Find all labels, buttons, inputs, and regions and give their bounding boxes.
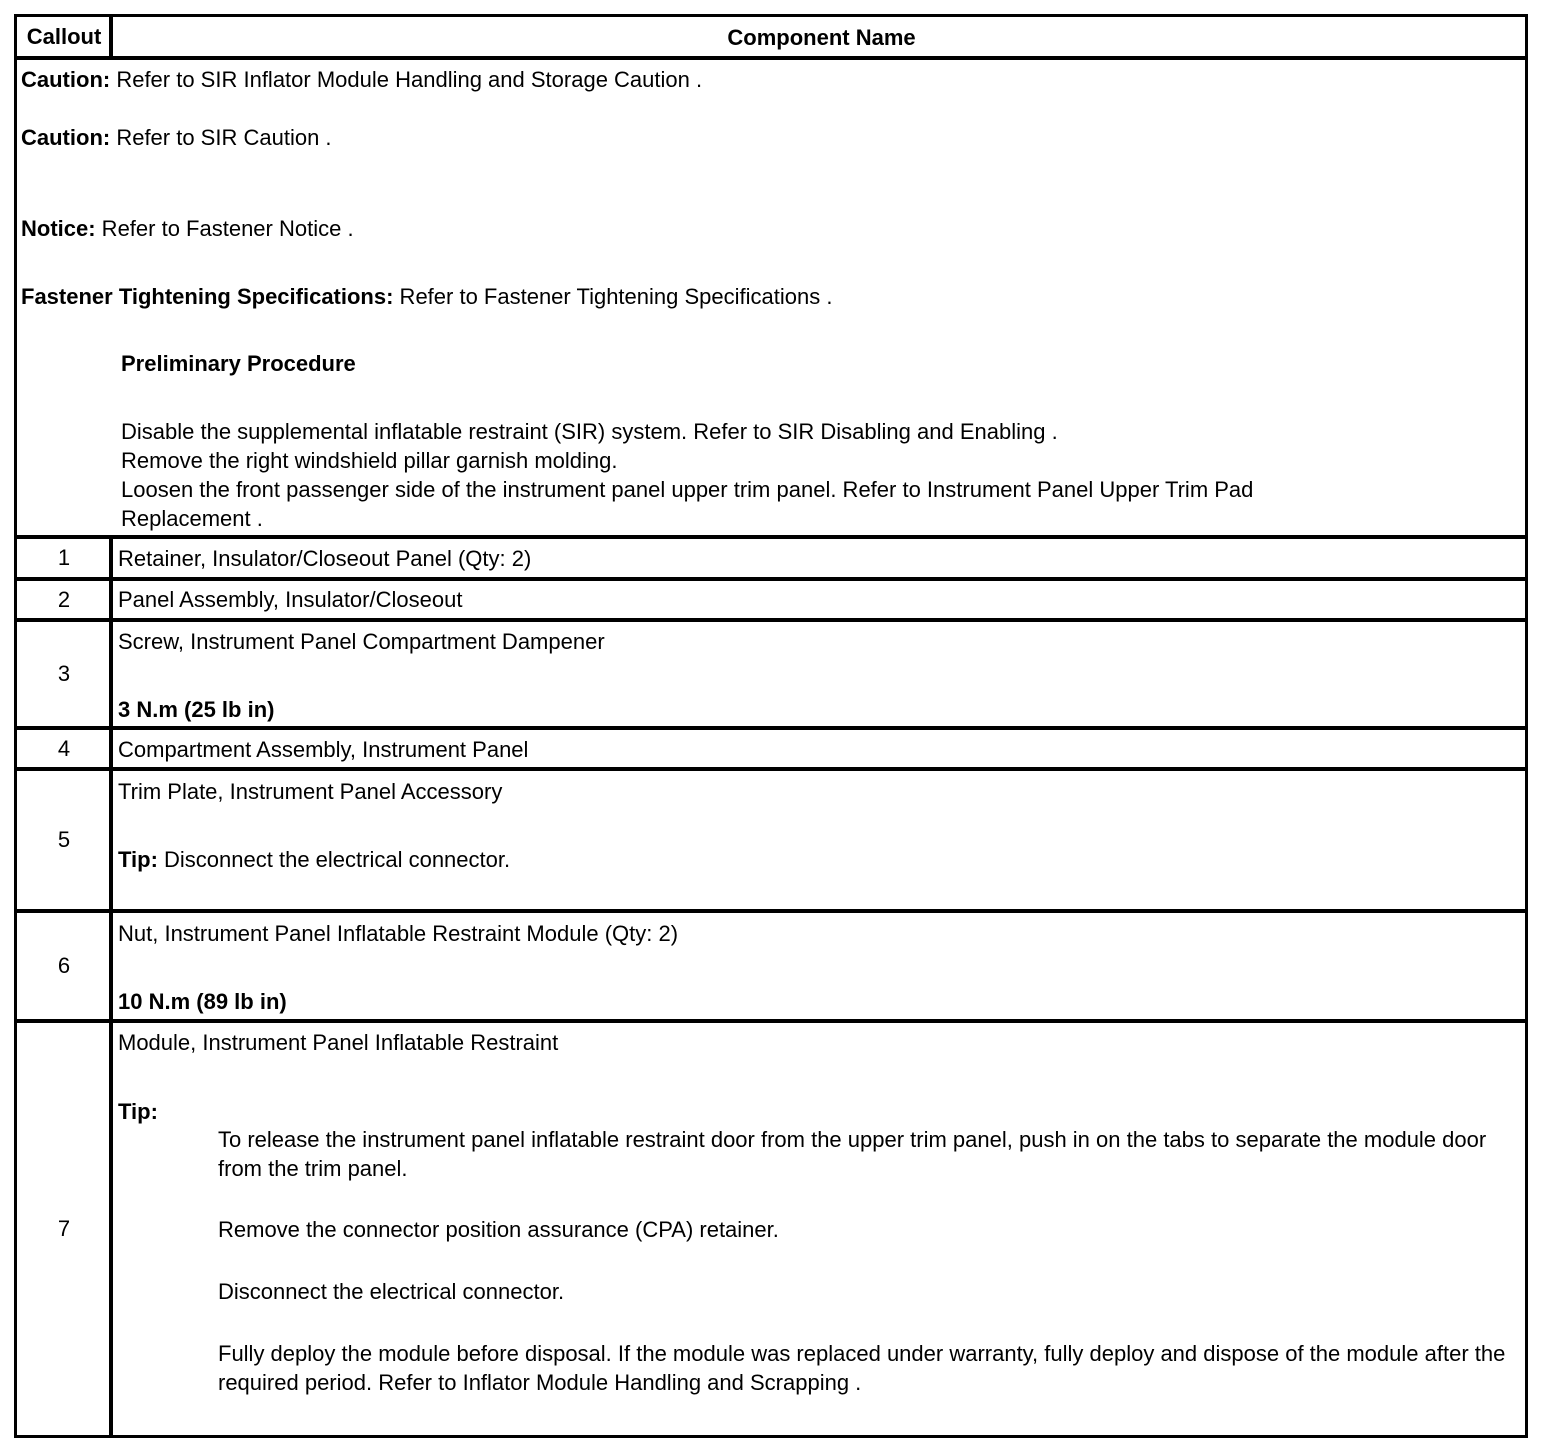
callout-number: 3	[57, 661, 71, 686]
component-name: Compartment Assembly, Instrument Panel	[118, 737, 529, 762]
component-name: Nut, Instrument Panel Inflatable Restraint Module (Qty: 2)	[118, 921, 679, 946]
fastener-spec: Fastener Tightening Specifications: Refer to Fastener Tightening Specifications .	[21, 284, 833, 309]
preliminary-step-3a: Loosen the front passenger side of the instrument panel upper trim panel. Refer to Instrument Panel Upper Trim Pad	[121, 477, 1254, 502]
header-component-name: Component Name	[727, 25, 916, 50]
torque-spec: 10 N.m (89 lb in)	[118, 989, 287, 1014]
callout-number: 2	[57, 587, 71, 612]
component-name: Panel Assembly, Insulator/Closeout	[118, 587, 463, 612]
preliminary-step-1: Disable the supplemental inflatable restraint (SIR) system. Refer to SIR Disabling and Enabling .	[121, 419, 1058, 444]
preliminary-title: Preliminary Procedure	[121, 351, 356, 376]
component-name: Module, Instrument Panel Inflatable Restraint	[118, 1030, 559, 1055]
callout-number: 5	[57, 827, 71, 852]
header-callout: Callout	[26, 24, 102, 49]
callout-number: 4	[57, 736, 71, 761]
tip-step-2: Remove the connector position assurance (CPA) retainer.	[218, 1217, 779, 1242]
notice: Notice: Refer to Fastener Notice .	[21, 216, 354, 241]
callout-number: 7	[57, 1216, 71, 1241]
tip-step-4: Fully deploy the module before disposal. If the module was replaced under warranty, fully deploy and dispose of the module after the required period. Refer to Inflator Module Handling and Scrapping .	[218, 1341, 1506, 1395]
tip-label: Tip:	[118, 1099, 158, 1124]
torque-spec: 3 N.m (25 lb in)	[118, 697, 275, 722]
callout-number: 1	[57, 545, 71, 570]
component-name: Retainer, Insulator/Closeout Panel (Qty: 2)	[118, 546, 532, 571]
caution-2: Caution: Refer to SIR Caution .	[21, 125, 332, 150]
tip: Tip: Disconnect the electrical connector.	[118, 847, 511, 872]
tip-step-3: Disconnect the electrical connector.	[218, 1279, 565, 1304]
preliminary-step-2: Remove the right windshield pillar garnish molding.	[121, 448, 618, 473]
tip-step-1: To release the instrument panel inflatable restraint door from the upper trim panel, push in on the tabs to separate the module door from the trim panel.	[218, 1127, 1487, 1181]
component-name: Screw, Instrument Panel Compartment Dampener	[118, 629, 605, 654]
caution-1: Caution: Refer to SIR Inflator Module Handling and Storage Caution .	[21, 67, 703, 92]
preliminary-step-3b: Replacement .	[121, 506, 263, 531]
callout-number: 6	[57, 953, 71, 978]
component-table	[14, 14, 1528, 1438]
component-name: Trim Plate, Instrument Panel Accessory	[118, 779, 503, 804]
